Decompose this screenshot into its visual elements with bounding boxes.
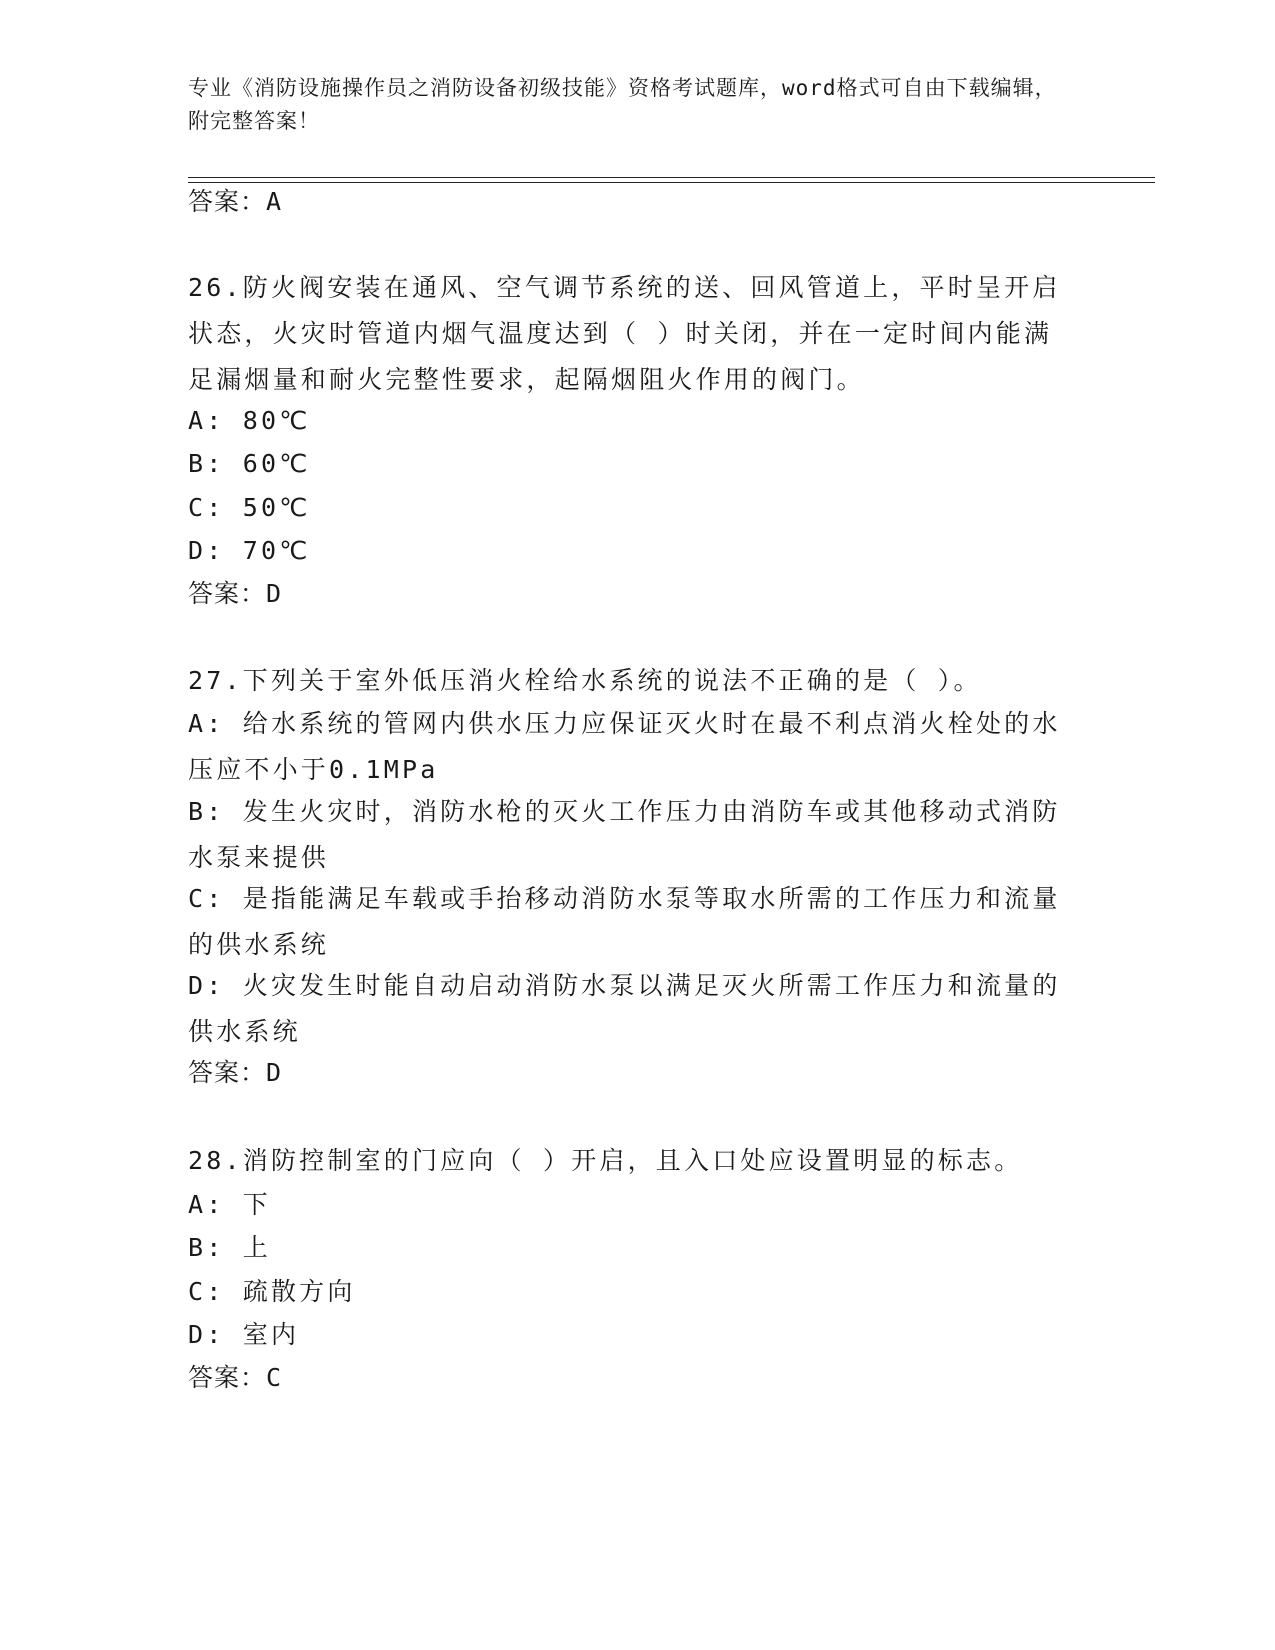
document-header: 专业《消防设施操作员之消防设备初级技能》资格考试题库，word格式可自由下载编辑，附完整答案！ [188,76,1057,133]
question-26-stem: 26.防火阀安装在通风、空气调节系统的送、回风管道上，平时呈开启状态，火灾时管道内烟气温度达到（ ）时关闭，并在一定时间内能满足漏烟量和耐火完整性要求，起隔烟阻火作用的阀门。 [188,273,1061,394]
question-27-option-a: A: 给水系统的管网内供水压力应保证灭火时在最不利点消火栓处的水压应不小于0.1MPa [188,709,1061,784]
question-27-answer: 答案：D [188,1058,283,1087]
question-28-answer: 答案：C [188,1363,283,1392]
question-27-option-c: C: 是指能满足车载或手抬移动消防水泵等取水所需的工作压力和流量的供水系统 [188,884,1061,959]
question-28-option-b: B: 上 [188,1233,271,1262]
header-rule-top [188,177,1155,178]
question-28-stem: 28.消防控制室的门应向（ ）开启，且入口处应设置明显的标志。 [188,1146,1023,1175]
header-rule-bottom [188,182,1155,183]
question-26-option-a: A: 80℃ [188,406,311,435]
question-26-answer: 答案：D [188,579,283,608]
question-28-option-c: C: 疏散方向 [188,1277,356,1306]
question-28-option-d: D: 室内 [188,1320,300,1349]
question-26-option-b: B: 60℃ [188,449,311,478]
question-26-option-d: D: 70℃ [188,536,311,565]
answer-label: 答案：A [188,187,283,216]
question-27-stem: 27.下列关于室外低压消火栓给水系统的说法不正确的是（ ）。 [188,666,982,695]
question-28-option-a: A: 下 [188,1190,271,1219]
question-26-option-c: C: 50℃ [188,493,311,522]
question-27-option-b: B: 发生火灾时，消防水枪的灭火工作压力由消防车或其他移动式消防水泵来提供 [188,797,1061,872]
question-27-option-d: D: 火灾发生时能自动启动消防水泵以满足灭火所需工作压力和流量的供水系统 [188,971,1061,1046]
